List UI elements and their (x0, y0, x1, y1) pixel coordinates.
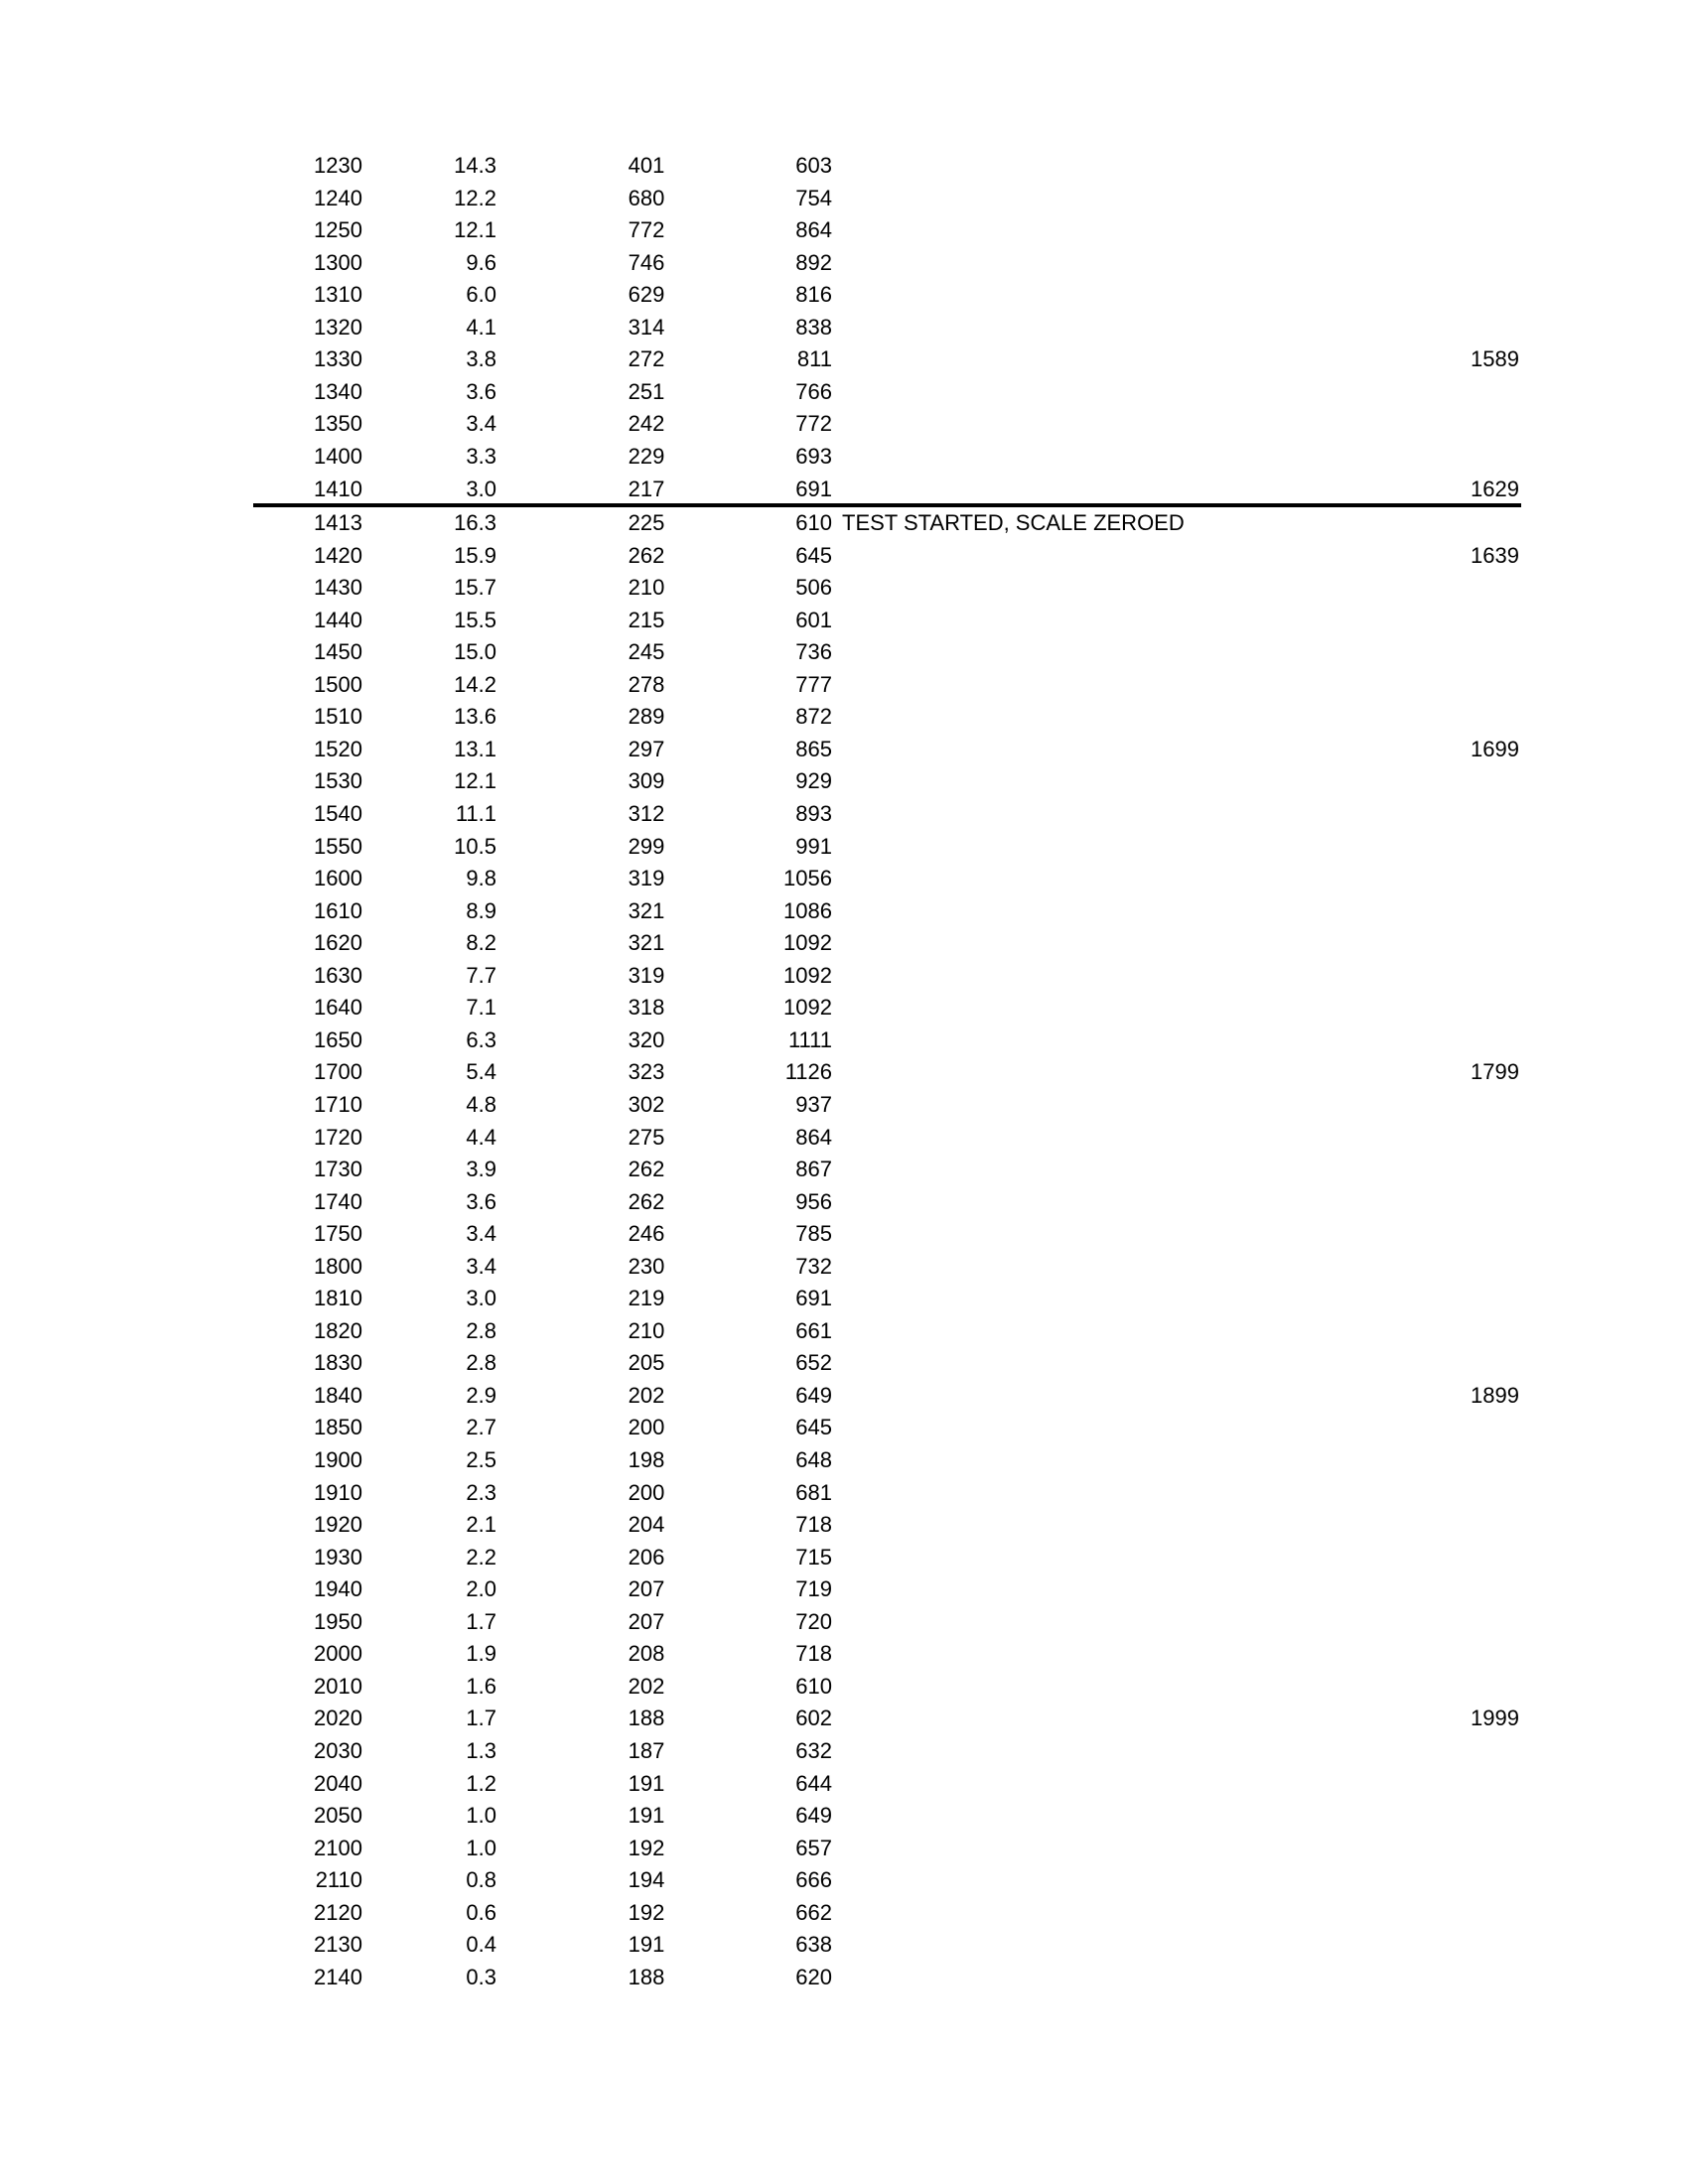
table-row (0, 183, 1688, 214)
right-value-cell: 1999 (1471, 1706, 1519, 1731)
value-a-cell: 12.1 (454, 768, 496, 794)
table-row (0, 214, 1688, 246)
time-cell: 2000 (314, 1641, 362, 1667)
value-b-cell: 192 (628, 1899, 665, 1925)
time-cell: 1700 (314, 1059, 362, 1085)
value-a-cell: 1.2 (466, 1770, 496, 1796)
value-b-cell: 289 (628, 704, 665, 730)
value-a-cell: 2.1 (466, 1512, 496, 1538)
table-row (0, 247, 1688, 279)
time-cell: 1610 (314, 897, 362, 923)
time-cell: 1413 (314, 510, 362, 536)
table-row (0, 1606, 1688, 1638)
value-c-cell: 506 (795, 575, 832, 601)
value-c-cell: 666 (795, 1867, 832, 1893)
table-row (0, 1768, 1688, 1800)
value-c-cell: 610 (795, 1673, 832, 1699)
value-b-cell: 312 (628, 801, 665, 826)
time-cell: 1340 (314, 378, 362, 404)
value-c-cell: 632 (795, 1737, 832, 1763)
value-b-cell: 246 (628, 1221, 665, 1247)
value-a-cell: 0.6 (466, 1899, 496, 1925)
value-a-cell: 1.0 (466, 1835, 496, 1860)
time-cell: 1400 (314, 443, 362, 469)
value-b-cell: 323 (628, 1059, 665, 1085)
value-c-cell: 929 (795, 768, 832, 794)
time-cell: 1900 (314, 1447, 362, 1472)
value-b-cell: 319 (628, 866, 665, 891)
value-b-cell: 206 (628, 1544, 665, 1570)
table-row (0, 1154, 1688, 1185)
value-c-cell: 991 (795, 833, 832, 859)
table-row (0, 1542, 1688, 1573)
value-c-cell: 620 (795, 1964, 832, 1989)
value-c-cell: 785 (795, 1221, 832, 1247)
value-b-cell: 302 (628, 1091, 665, 1117)
time-cell: 2030 (314, 1737, 362, 1763)
time-cell: 2050 (314, 1803, 362, 1829)
value-c-cell: 657 (795, 1835, 832, 1860)
value-a-cell: 1.3 (466, 1737, 496, 1763)
value-b-cell: 629 (628, 282, 665, 308)
value-c-cell: 772 (795, 411, 832, 437)
value-a-cell: 2.5 (466, 1447, 496, 1472)
table-row (0, 1283, 1688, 1314)
value-c-cell: 1086 (783, 897, 832, 923)
value-c-cell: 693 (795, 443, 832, 469)
time-cell: 1850 (314, 1415, 362, 1440)
time-cell: 1710 (314, 1091, 362, 1117)
time-cell: 1240 (314, 185, 362, 210)
value-b-cell: 210 (628, 575, 665, 601)
table-row (0, 831, 1688, 863)
value-c-cell: 649 (795, 1803, 832, 1829)
table-row (0, 895, 1688, 927)
time-cell: 1510 (314, 704, 362, 730)
value-c-cell: 645 (795, 542, 832, 568)
value-c-cell: 892 (795, 249, 832, 275)
value-a-cell: 1.6 (466, 1673, 496, 1699)
value-a-cell: 13.1 (454, 736, 496, 761)
table-row (0, 1056, 1688, 1088)
value-c-cell: 864 (795, 1124, 832, 1150)
table-row (0, 1122, 1688, 1154)
value-c-cell: 652 (795, 1350, 832, 1376)
table-row (0, 1477, 1688, 1509)
value-c-cell: 1056 (783, 866, 832, 891)
value-c-cell: 777 (795, 671, 832, 697)
value-a-cell: 2.7 (466, 1415, 496, 1440)
time-cell: 1550 (314, 833, 362, 859)
table-row (0, 863, 1688, 894)
table-row (0, 540, 1688, 572)
value-a-cell: 2.2 (466, 1544, 496, 1570)
value-b-cell: 191 (628, 1803, 665, 1829)
value-a-cell: 3.0 (466, 1286, 496, 1311)
value-a-cell: 15.9 (454, 542, 496, 568)
value-a-cell: 15.0 (454, 639, 496, 665)
table-row (0, 1412, 1688, 1443)
table-row (0, 636, 1688, 668)
value-b-cell: 191 (628, 1932, 665, 1958)
value-b-cell: 314 (628, 314, 665, 340)
value-c-cell: 661 (795, 1317, 832, 1343)
value-c-cell: 601 (795, 607, 832, 632)
value-b-cell: 198 (628, 1447, 665, 1472)
time-cell: 2110 (315, 1867, 362, 1893)
table-row (0, 279, 1688, 311)
time-cell: 1410 (314, 476, 362, 501)
value-c-cell: 602 (795, 1706, 832, 1731)
time-cell: 2100 (314, 1835, 362, 1860)
value-a-cell: 2.9 (466, 1382, 496, 1408)
value-c-cell: 956 (795, 1188, 832, 1214)
time-cell: 1530 (314, 768, 362, 794)
time-cell: 1930 (314, 1544, 362, 1570)
time-cell: 1230 (314, 153, 362, 178)
time-cell: 1810 (314, 1286, 362, 1311)
value-c-cell: 865 (795, 736, 832, 761)
table-row (0, 1024, 1688, 1056)
time-cell: 1650 (314, 1026, 362, 1052)
table-row (0, 1703, 1688, 1734)
value-a-cell: 3.0 (466, 476, 496, 501)
value-c-cell: 766 (795, 378, 832, 404)
value-a-cell: 4.1 (466, 314, 496, 340)
value-b-cell: 318 (628, 995, 665, 1021)
value-a-cell: 14.3 (454, 153, 496, 178)
value-a-cell: 14.2 (454, 671, 496, 697)
value-c-cell: 1111 (787, 1026, 832, 1052)
table-row (0, 701, 1688, 733)
table-row (0, 1573, 1688, 1605)
table-row (0, 1833, 1688, 1864)
value-b-cell: 278 (628, 671, 665, 697)
value-b-cell: 262 (628, 1157, 665, 1182)
value-b-cell: 320 (628, 1026, 665, 1052)
value-a-cell: 0.3 (466, 1964, 496, 1989)
value-c-cell: 732 (795, 1253, 832, 1279)
value-c-cell: 1092 (783, 930, 832, 956)
value-b-cell: 191 (628, 1770, 665, 1796)
value-a-cell: 9.6 (466, 249, 496, 275)
value-a-cell: 0.8 (466, 1867, 496, 1893)
value-b-cell: 680 (628, 185, 665, 210)
value-c-cell: 719 (795, 1576, 832, 1602)
value-b-cell: 319 (628, 962, 665, 988)
time-cell: 1630 (314, 962, 362, 988)
time-cell: 1430 (314, 575, 362, 601)
value-a-cell: 8.9 (466, 897, 496, 923)
note-cell: TEST STARTED, SCALE ZEROED (842, 510, 1185, 536)
value-b-cell: 746 (628, 249, 665, 275)
value-a-cell: 7.1 (466, 995, 496, 1021)
value-c-cell: 872 (795, 704, 832, 730)
time-cell: 1800 (314, 1253, 362, 1279)
value-a-cell: 1.0 (466, 1803, 496, 1829)
value-b-cell: 188 (628, 1964, 665, 1989)
value-b-cell: 200 (628, 1479, 665, 1505)
value-a-cell: 4.8 (466, 1091, 496, 1117)
time-cell: 1250 (314, 217, 362, 243)
time-cell: 1500 (314, 671, 362, 697)
table-row (0, 1962, 1688, 1993)
time-cell: 1450 (314, 639, 362, 665)
table-row (0, 1735, 1688, 1767)
value-a-cell: 5.4 (466, 1059, 496, 1085)
right-value-cell: 1589 (1471, 346, 1519, 372)
value-c-cell: 681 (795, 1479, 832, 1505)
value-b-cell: 262 (628, 1188, 665, 1214)
value-b-cell: 207 (628, 1576, 665, 1602)
value-b-cell: 202 (628, 1673, 665, 1699)
value-a-cell: 9.8 (466, 866, 496, 891)
value-b-cell: 401 (628, 153, 665, 178)
value-a-cell: 11.1 (455, 801, 496, 826)
time-cell: 2020 (314, 1706, 362, 1731)
value-b-cell: 245 (628, 639, 665, 665)
value-b-cell: 187 (628, 1737, 665, 1763)
table-row (0, 1218, 1688, 1250)
time-cell: 1730 (314, 1157, 362, 1182)
value-c-cell: 691 (795, 1286, 832, 1311)
value-c-cell: 867 (795, 1157, 832, 1182)
value-b-cell: 217 (628, 476, 665, 501)
value-c-cell: 645 (795, 1415, 832, 1440)
table-row (0, 1800, 1688, 1832)
value-a-cell: 3.6 (466, 1188, 496, 1214)
time-cell: 2140 (314, 1964, 362, 1989)
value-a-cell: 8.2 (466, 930, 496, 956)
right-value-cell: 1799 (1471, 1059, 1519, 1085)
value-a-cell: 1.7 (466, 1706, 496, 1731)
right-value-cell: 1629 (1471, 476, 1519, 501)
value-b-cell: 297 (628, 736, 665, 761)
value-c-cell: 754 (795, 185, 832, 210)
value-c-cell: 648 (795, 1447, 832, 1472)
time-cell: 1740 (314, 1188, 362, 1214)
table-row (0, 376, 1688, 408)
value-b-cell: 192 (628, 1835, 665, 1860)
value-a-cell: 2.8 (466, 1317, 496, 1343)
table-row (0, 1089, 1688, 1121)
table-row (0, 312, 1688, 343)
value-b-cell: 225 (628, 510, 665, 536)
table-row (0, 605, 1688, 636)
time-cell: 1750 (314, 1221, 362, 1247)
table-row (0, 1251, 1688, 1283)
time-cell: 1600 (314, 866, 362, 891)
table-row (0, 1186, 1688, 1218)
value-c-cell: 937 (795, 1091, 832, 1117)
value-b-cell: 208 (628, 1641, 665, 1667)
value-a-cell: 3.6 (466, 378, 496, 404)
value-b-cell: 321 (628, 930, 665, 956)
value-a-cell: 2.0 (466, 1576, 496, 1602)
value-c-cell: 1092 (783, 962, 832, 988)
value-c-cell: 864 (795, 217, 832, 243)
value-a-cell: 15.5 (454, 607, 496, 632)
table-row (0, 507, 1688, 539)
value-b-cell: 205 (628, 1350, 665, 1376)
value-c-cell: 1092 (783, 995, 832, 1021)
table-row (0, 1315, 1688, 1347)
time-cell: 1950 (314, 1608, 362, 1634)
table-row (0, 1897, 1688, 1929)
value-c-cell: 736 (795, 639, 832, 665)
value-c-cell: 603 (795, 153, 832, 178)
value-a-cell: 7.7 (466, 962, 496, 988)
value-a-cell: 16.3 (454, 510, 496, 536)
value-a-cell: 3.4 (466, 411, 496, 437)
value-a-cell: 12.2 (454, 185, 496, 210)
value-c-cell: 610 (795, 510, 832, 536)
value-c-cell: 816 (795, 282, 832, 308)
value-b-cell: 202 (628, 1382, 665, 1408)
table-row (0, 1347, 1688, 1379)
time-cell: 1840 (314, 1382, 362, 1408)
table-row (0, 1671, 1688, 1703)
value-c-cell: 720 (795, 1608, 832, 1634)
value-c-cell: 838 (795, 314, 832, 340)
time-cell: 1830 (314, 1350, 362, 1376)
value-a-cell: 0.4 (466, 1932, 496, 1958)
table-row (0, 343, 1688, 375)
value-c-cell: 691 (795, 476, 832, 501)
value-c-cell: 662 (795, 1899, 832, 1925)
value-a-cell: 15.7 (454, 575, 496, 601)
value-a-cell: 13.6 (454, 704, 496, 730)
time-cell: 1910 (314, 1479, 362, 1505)
right-value-cell: 1639 (1471, 542, 1519, 568)
value-a-cell: 6.0 (466, 282, 496, 308)
time-cell: 1320 (314, 314, 362, 340)
table-row (0, 765, 1688, 797)
value-a-cell: 2.8 (466, 1350, 496, 1376)
value-b-cell: 230 (628, 1253, 665, 1279)
value-b-cell: 275 (628, 1124, 665, 1150)
time-cell: 1720 (314, 1124, 362, 1150)
value-b-cell: 219 (628, 1286, 665, 1311)
value-a-cell: 3.4 (466, 1221, 496, 1247)
value-b-cell: 272 (628, 346, 665, 372)
value-b-cell: 321 (628, 897, 665, 923)
table-row (0, 408, 1688, 440)
time-cell: 1920 (314, 1512, 362, 1538)
value-b-cell: 229 (628, 443, 665, 469)
table-row (0, 992, 1688, 1024)
value-b-cell: 204 (628, 1512, 665, 1538)
value-c-cell: 811 (796, 346, 832, 372)
table-row (0, 150, 1688, 182)
value-c-cell: 638 (795, 1932, 832, 1958)
value-c-cell: 893 (795, 801, 832, 826)
value-b-cell: 188 (628, 1706, 665, 1731)
time-cell: 1640 (314, 995, 362, 1021)
value-b-cell: 772 (628, 217, 665, 243)
table-row (0, 474, 1688, 505)
value-b-cell: 194 (628, 1867, 665, 1893)
time-cell: 1350 (314, 411, 362, 437)
table-row (0, 1380, 1688, 1412)
table-row (0, 1638, 1688, 1670)
value-b-cell: 207 (628, 1608, 665, 1634)
time-cell: 1820 (314, 1317, 362, 1343)
time-cell: 1540 (314, 801, 362, 826)
value-b-cell: 242 (628, 411, 665, 437)
table-row (0, 927, 1688, 959)
value-a-cell: 3.8 (466, 346, 496, 372)
value-c-cell: 649 (795, 1382, 832, 1408)
value-b-cell: 200 (628, 1415, 665, 1440)
time-cell: 1620 (314, 930, 362, 956)
table-row (0, 572, 1688, 604)
table-row (0, 1864, 1688, 1896)
value-a-cell: 1.9 (466, 1641, 496, 1667)
table-row (0, 441, 1688, 473)
value-c-cell: 1126 (784, 1059, 832, 1085)
value-b-cell: 299 (628, 833, 665, 859)
table-row (0, 734, 1688, 765)
table-row (0, 960, 1688, 992)
value-b-cell: 309 (628, 768, 665, 794)
value-a-cell: 2.3 (466, 1479, 496, 1505)
time-cell: 1330 (314, 346, 362, 372)
time-cell: 2010 (314, 1673, 362, 1699)
value-a-cell: 3.9 (466, 1157, 496, 1182)
value-a-cell: 12.1 (454, 217, 496, 243)
value-c-cell: 718 (795, 1512, 832, 1538)
value-c-cell: 644 (795, 1770, 832, 1796)
value-b-cell: 210 (628, 1317, 665, 1343)
value-a-cell: 6.3 (466, 1026, 496, 1052)
table-row (0, 1929, 1688, 1961)
time-cell: 1440 (314, 607, 362, 632)
value-a-cell: 3.3 (466, 443, 496, 469)
value-a-cell: 1.7 (466, 1608, 496, 1634)
value-a-cell: 3.4 (466, 1253, 496, 1279)
value-b-cell: 262 (628, 542, 665, 568)
time-cell: 2120 (314, 1899, 362, 1925)
right-value-cell: 1699 (1471, 736, 1519, 761)
value-a-cell: 10.5 (454, 833, 496, 859)
time-cell: 1420 (314, 542, 362, 568)
table-row (0, 1444, 1688, 1476)
time-cell: 1310 (314, 282, 362, 308)
value-a-cell: 4.4 (466, 1124, 496, 1150)
table-row (0, 669, 1688, 701)
time-cell: 2130 (314, 1932, 362, 1958)
time-cell: 1300 (314, 249, 362, 275)
time-cell: 1940 (314, 1576, 362, 1602)
time-cell: 1520 (314, 736, 362, 761)
right-value-cell: 1899 (1471, 1382, 1519, 1408)
table-row (0, 798, 1688, 830)
value-c-cell: 715 (795, 1544, 832, 1570)
table-row (0, 1509, 1688, 1541)
value-b-cell: 215 (628, 607, 665, 632)
time-cell: 2040 (314, 1770, 362, 1796)
value-b-cell: 251 (628, 378, 665, 404)
value-c-cell: 718 (795, 1641, 832, 1667)
